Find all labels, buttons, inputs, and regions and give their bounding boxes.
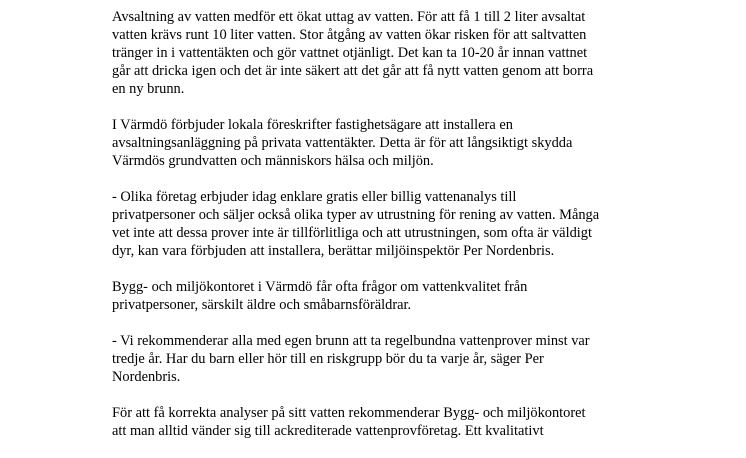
paragraph-local-regulations [112, 116, 632, 170]
paragraph-desalination [112, 8, 632, 98]
text-line: att man alltid vänder sig till ackrediterade vattenprovföretag. Ett kvalitativt [112, 423, 544, 439]
text-line: I Värmdö förbjuder lokala föreskrifter fastighetsägare att installera en [112, 117, 513, 133]
text-line: går att dricka igen och det är inte säkert att det går att få nytt vatten genom att borra [112, 63, 594, 79]
text-line: Bygg- och miljökontoret i Värmdö får ofta frågor om vattenkvalitet från [112, 279, 528, 295]
text-line: vatten krävs runt 10 liter vatten. Stor åtgång av vatten ökar risken för att saltvatten [112, 27, 587, 43]
text-line: tränger in i vattentäkten och gör vattnet otjänligt. Det kan ta 10-20 år innan vattnet [112, 45, 588, 61]
paragraph-accredited-labs [112, 404, 632, 440]
text-line: Nordenbris. [112, 369, 181, 385]
text-line: privatpersoner och säljer också olika typer av utrustning för rening av vatten. Många [112, 207, 600, 223]
paragraph-office-questions [112, 278, 632, 314]
text-line: vet inte att dessa prover inte är tillförlitliga och att utrustningen, som ofta är väldigt [112, 225, 592, 241]
text-line: tredje år. Har du barn eller hör till en riskgrupp bör du ta varje år, säger Per [112, 351, 544, 367]
text-line: - Olika företag erbjuder idag enklare gratis eller billig vattenanalys till [112, 189, 517, 205]
text-line: avsaltningsanläggning på privata vattentäkter. Detta är för att långsiktigt skydda [112, 135, 573, 151]
text-line: - Vi rekommenderar alla med egen brunn att ta regelbundna vattenprover minst var [112, 333, 590, 349]
text-line: Avsaltning av vatten medför ett ökat uttag av vatten. För att få 1 till 2 liter avsaltat [112, 9, 586, 25]
paragraph-quote-inspector [112, 188, 632, 260]
text-line: dyr, kan vara förbjuden att installera, berättar miljöinspektör Per Nordenbris. [112, 243, 555, 259]
text-line: privatpersoner, särskilt äldre och småbarnsföräldrar. [112, 297, 412, 313]
paragraph-recommendation-quote [112, 332, 632, 386]
article-body [112, 8, 632, 458]
text-line: För att få korrekta analyser på sitt vatten rekommenderar Bygg- och miljökontoret [112, 405, 586, 421]
text-line: Värmdös grundvatten och människors hälsa och miljön. [112, 153, 434, 169]
text-line: en ny brunn. [112, 81, 185, 97]
